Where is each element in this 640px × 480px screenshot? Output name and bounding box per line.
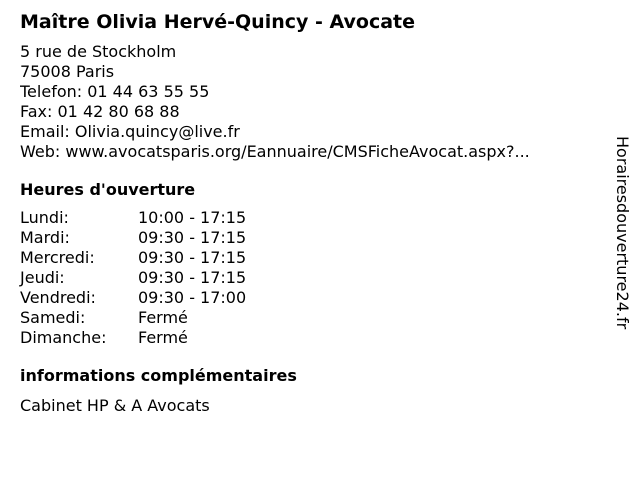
address-street: 5 rue de Stockholm (20, 42, 177, 61)
fax-label: Fax: (20, 102, 53, 121)
hours-value: Fermé (138, 308, 188, 327)
web-line (20, 142, 600, 162)
day-label: Samedi: (20, 308, 86, 327)
phone-label: Telefon: (20, 82, 83, 101)
web-link[interactable]: www.avocatsparis.org/Eannuaire/CMSFicheAvocat.aspx?... (65, 142, 530, 161)
hours-row-monday (20, 208, 600, 228)
hours-table (20, 208, 600, 348)
site-watermark: Horairesdouverture24.fr (613, 136, 632, 330)
hours-value: Fermé (138, 328, 188, 347)
hours-row-saturday (20, 308, 600, 328)
email-link[interactable]: Olivia.quincy@live.fr (74, 122, 240, 141)
hours-value: 09:30 - 17:15 (138, 268, 247, 287)
address-city: 75008 Paris (20, 62, 115, 81)
hours-row-sunday (20, 328, 600, 348)
hours-value: 09:30 - 17:00 (138, 288, 247, 307)
hours-value: 09:30 - 17:15 (138, 228, 247, 247)
fax-number: 01 42 80 68 88 (57, 102, 180, 121)
day-label: Mardi: (20, 228, 70, 247)
hours-row-tuesday (20, 228, 600, 248)
day-label: Vendredi: (20, 288, 96, 307)
phone-number[interactable]: 01 44 63 55 55 (87, 82, 210, 101)
fax-line (20, 102, 600, 122)
hours-value: 09:30 - 17:15 (138, 248, 247, 267)
business-card (20, 10, 600, 416)
hours-heading: Heures d'ouverture (20, 180, 196, 199)
info-text: Cabinet HP & A Avocats (20, 396, 210, 415)
email-label: Email: (20, 122, 70, 141)
day-label: Lundi: (20, 208, 69, 227)
hours-row-friday (20, 288, 600, 308)
day-label: Jeudi: (20, 268, 65, 287)
day-label: Mercredi: (20, 248, 95, 267)
email-line (20, 122, 600, 142)
hours-row-thursday (20, 268, 600, 288)
web-label: Web: (20, 142, 61, 161)
page-title: Maître Olivia Hervé-Quincy - Avocate (20, 11, 416, 33)
info-heading: informations complémentaires (20, 366, 297, 385)
hours-value: 10:00 - 17:15 (138, 208, 247, 227)
day-label: Dimanche: (20, 328, 107, 347)
hours-row-wednesday (20, 248, 600, 268)
phone-line (20, 82, 600, 102)
